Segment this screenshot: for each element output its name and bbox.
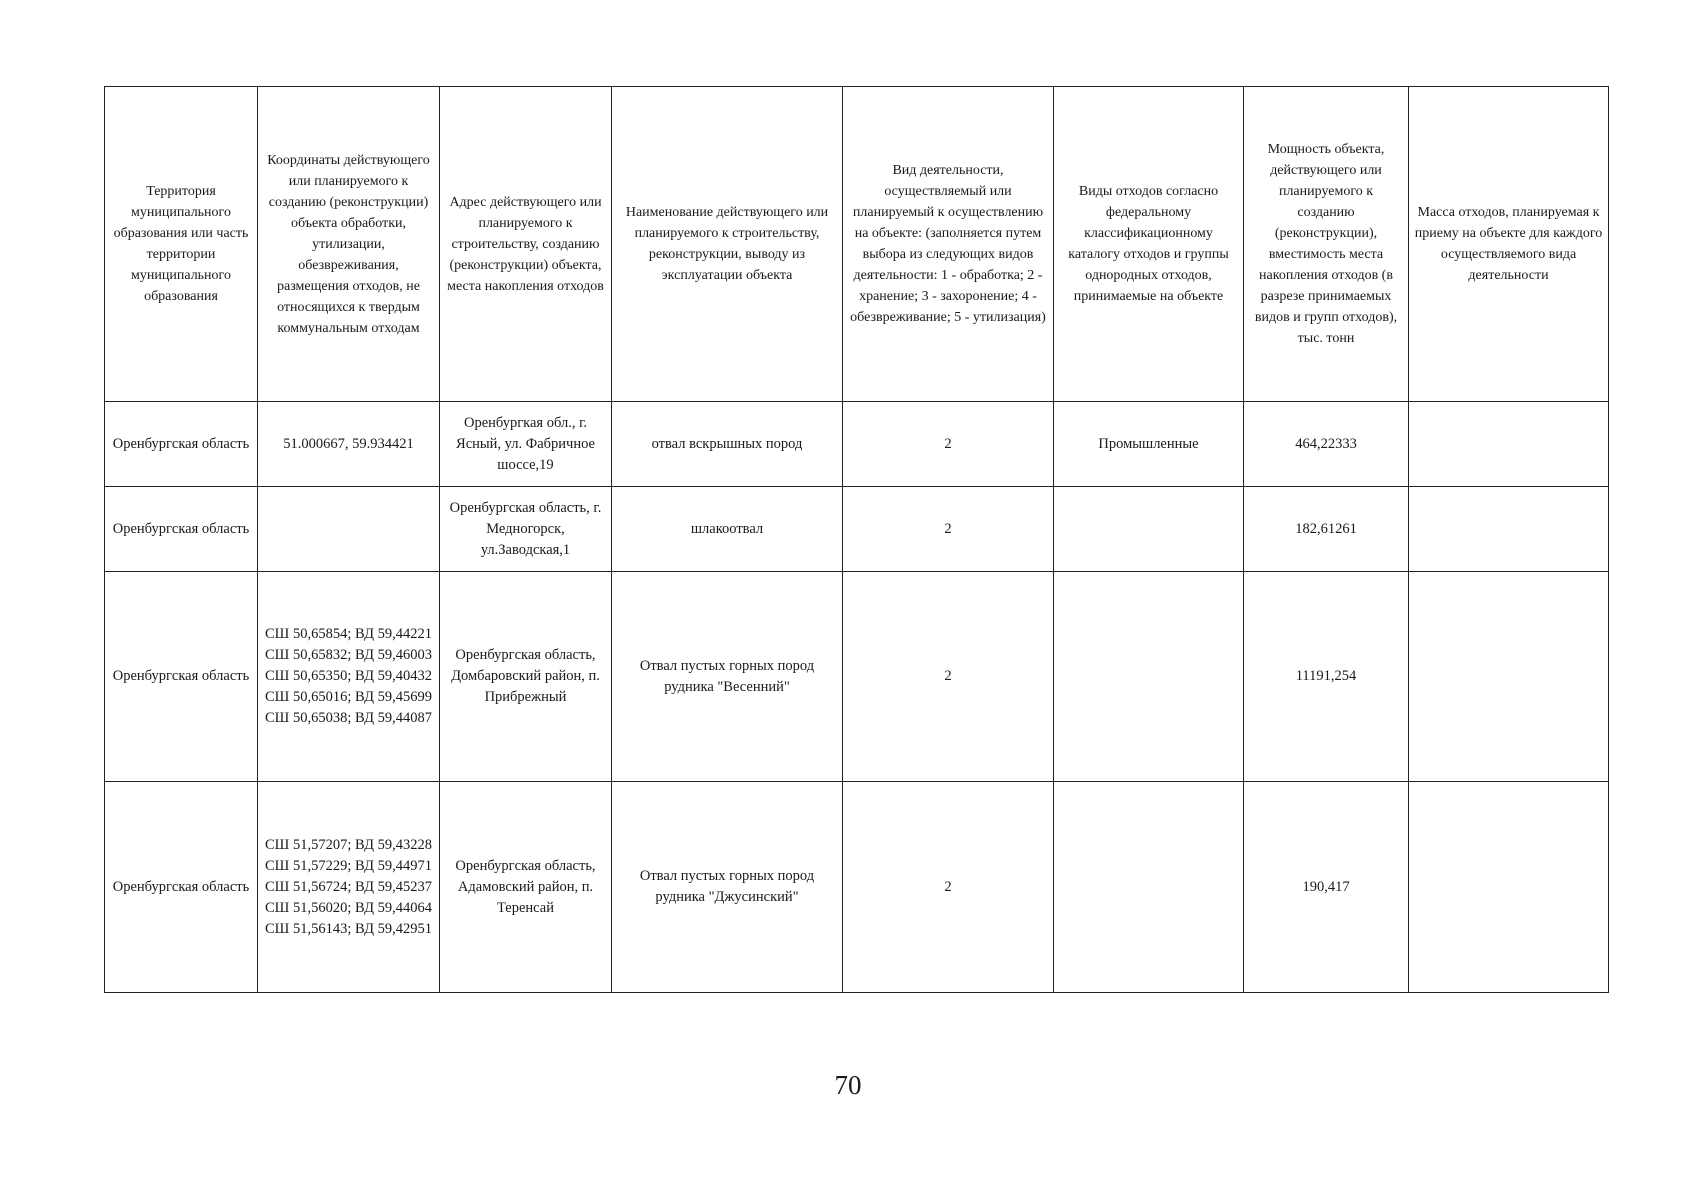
cell-address: Оренбургская область, Адамовский район, п. Теренсай [440, 782, 612, 993]
table-header-row [105, 87, 1609, 402]
table-row [105, 487, 1609, 572]
table-row [105, 402, 1609, 487]
page-number: 70 [834, 1070, 862, 1100]
cell-territory: Оренбургская область [105, 487, 258, 572]
coordinate-line: СШ 50,65016; ВД 59,45699 [265, 689, 432, 705]
header-territory: Территория муниципального образования или часть территории муниципального образования [105, 87, 258, 402]
coordinate-line: СШ 51,56724; ВД 59,45237 [265, 878, 432, 895]
cell-capacity: 190,417 [1244, 782, 1409, 993]
cell-coordinates [258, 487, 440, 572]
table-row [105, 572, 1609, 782]
cell-object-name: Отвал пустых горных пород рудника "Джусинский" [612, 782, 843, 993]
cell-coordinates [258, 572, 440, 782]
coordinate-line: СШ 51,56143; ВД 59,42951 [265, 920, 432, 937]
cell-capacity: 11191,254 [1244, 572, 1409, 782]
coordinate-line: СШ 51,57229; ВД 59,44971 [265, 857, 432, 874]
header-activity-type: Вид деятельности, осуществляемый или планируемый к осуществлению на объекте: (заполняется путем выбора из следующих видов деятельности: 1 - обработка; 2 - хранение; 3 - захоронение; 4 - обезвреживание; 5 - утилизация) [843, 87, 1054, 402]
table-row [105, 782, 1609, 993]
cell-coordinates [258, 782, 440, 993]
cell-waste-types: Промышленные [1054, 402, 1244, 487]
cell-waste-mass [1409, 487, 1609, 572]
cell-object-name: отвал вскрышных пород [612, 402, 843, 487]
cell-waste-mass [1409, 402, 1609, 487]
cell-capacity: 464,22333 [1244, 402, 1409, 487]
cell-waste-types [1054, 572, 1244, 782]
cell-activity-type: 2 [843, 402, 1054, 487]
header-coordinates: Координаты действующего или планируемого к созданию (реконструкции) объекта обработки, утилизации, обезвреживания, размещения отходов, не относящихся к твердым коммунальным отходам [258, 87, 440, 402]
header-address: Адрес действующего или планируемого к строительству, созданию (реконструкции) объекта, места накопления отходов [440, 87, 612, 402]
coordinate-line: СШ 50,65854; ВД 59,44221 [265, 626, 432, 642]
cell-territory: Оренбургская область [105, 402, 258, 487]
coordinate-line: СШ 50,65832; ВД 59,46003 [265, 647, 432, 663]
cell-waste-types [1054, 782, 1244, 993]
header-object-name: Наименование действующего или планируемого к строительству, реконструкции, выводу из эксплуатации объекта [612, 87, 843, 402]
cell-waste-types [1054, 487, 1244, 572]
cell-waste-mass [1409, 572, 1609, 782]
coordinate-line: СШ 50,65350; ВД 59,40432 [265, 668, 432, 684]
header-waste-types: Виды отходов согласно федеральному классификационному каталогу отходов и группы однородных отходов, принимаемые на объекте [1054, 87, 1244, 402]
cell-territory: Оренбургская область [105, 782, 258, 993]
cell-object-name: Отвал пустых горных пород рудника "Весенний" [612, 572, 843, 782]
cell-address: Оренбургкая обл., г. Ясный, ул. Фабричное шоссе,19 [440, 402, 612, 487]
cell-address: Оренбургская область, г. Медногорск, ул.Заводская,1 [440, 487, 612, 572]
waste-objects-table [104, 86, 1609, 993]
cell-coordinates [258, 402, 440, 487]
header-waste-mass: Масса отходов, планируемая к приему на объекте для каждого осуществляемого вида деятельности [1409, 87, 1609, 402]
cell-activity-type: 2 [843, 572, 1054, 782]
coordinate-line: СШ 50,65038; ВД 59,44087 [265, 710, 432, 726]
cell-activity-type: 2 [843, 782, 1054, 993]
coordinate-line: СШ 51,56020; ВД 59,44064 [265, 899, 432, 916]
cell-object-name: шлакоотвал [612, 487, 843, 572]
cell-waste-mass [1409, 782, 1609, 993]
cell-capacity: 182,61261 [1244, 487, 1409, 572]
waste-objects-table-wrapper [104, 86, 1608, 993]
cell-activity-type: 2 [843, 487, 1054, 572]
coordinate-line: СШ 51,57207; ВД 59,43228 [265, 836, 432, 853]
cell-territory: Оренбургская область [105, 572, 258, 782]
cell-address: Оренбургская область, Домбаровский район, п. Прибрежный [440, 572, 612, 782]
coordinate-line: 51.000667, 59.934421 [283, 435, 414, 452]
header-capacity: Мощность объекта, действующего или планируемого к созданию (реконструкции), вместимость места накопления отходов (в разрезе принимаемых видов и групп отходов), тыс. тонн [1244, 87, 1409, 402]
